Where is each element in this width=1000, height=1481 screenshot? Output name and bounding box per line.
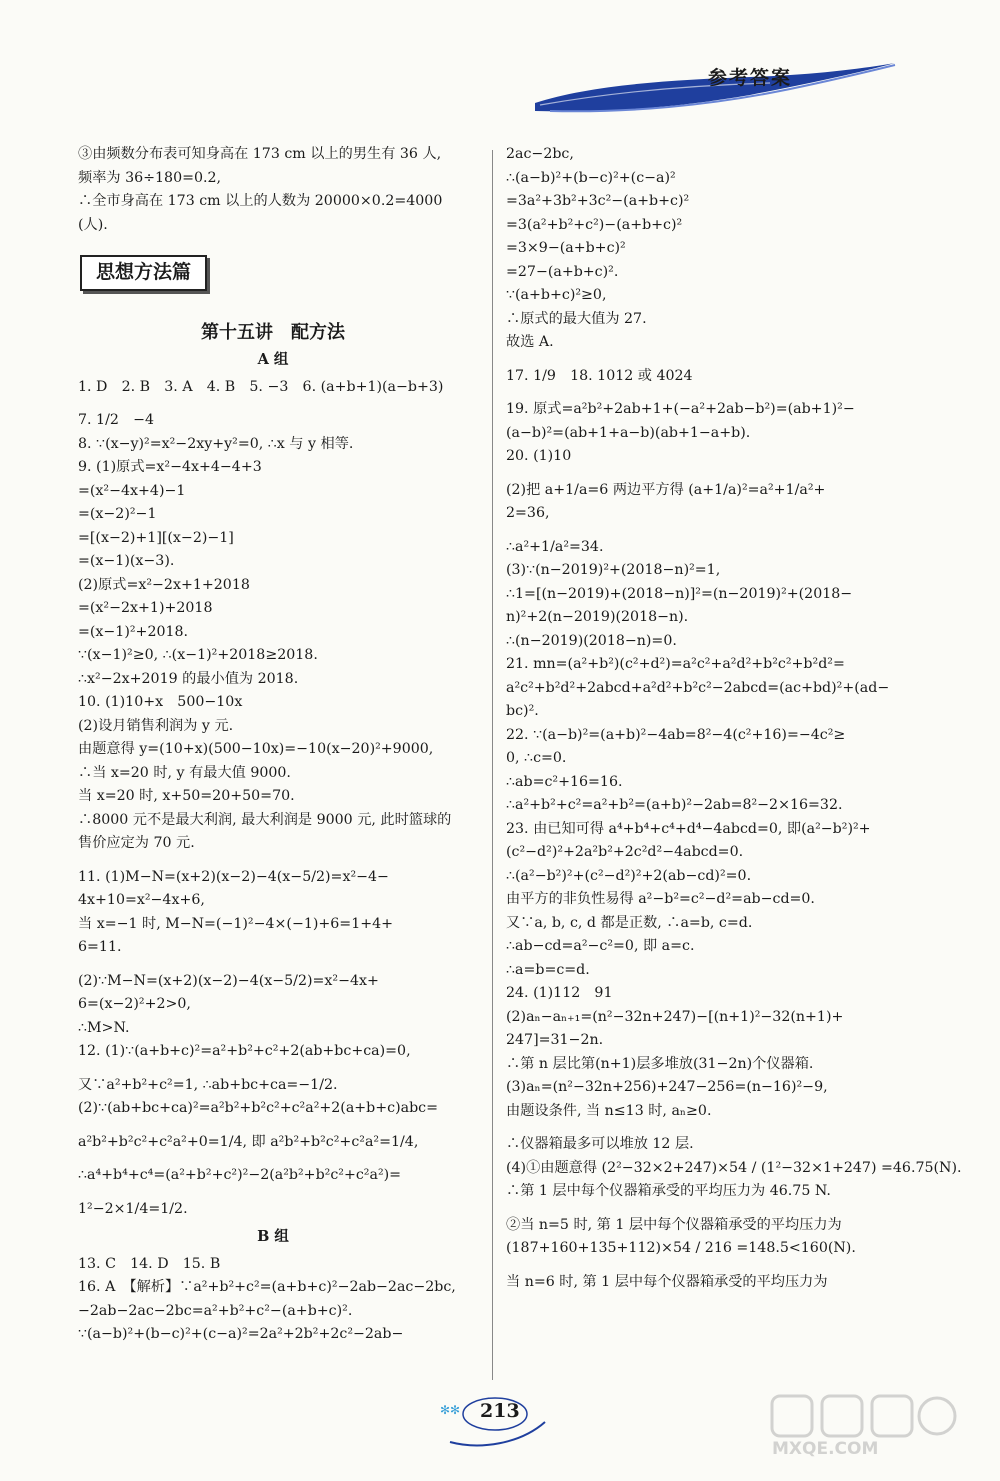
text-line: =3a²+3b²+3c²−(a+b+c)²	[506, 193, 690, 209]
text-line: =(x−1)(x−3).	[78, 553, 175, 569]
text-line: 又∵a, b, c, d 都是正数, ∴a=b, c=d.	[506, 914, 753, 931]
text-line: ②当 n=5 时, 第 1 层中每个仪器箱承受的平均压力为	[506, 1216, 842, 1233]
text-line: 1²−2×1/4=1/2.	[78, 1200, 188, 1217]
text-line: (3)∵(n−2019)²+(2018−n)²=1,	[506, 562, 721, 578]
text-line: 23. 由已知可得 a⁴+b⁴+c⁴+d⁴−4abcd=0, 即(a²−b²)²+	[506, 820, 871, 837]
text-line: (c²−d²)²+2a²b²+2c²d²−4abcd=0.	[506, 844, 744, 860]
text-line: 由平方的非负性易得 a²−b²=c²−d²=ab−cd=0.	[506, 891, 815, 907]
text-line: 当 x=−1 时, M−N=(−1)²−4×(−1)+6=1+4+	[78, 915, 394, 932]
text-line: 19. 原式=a²b²+2ab+1+(−a²+2ab−b²)=(ab+1)²−	[506, 401, 855, 417]
text-line: a²b²+b²c²+c²a²+0=1/4, 即 a²b²+b²c²+c²a²=1/4,	[78, 1133, 419, 1150]
header-title: 参考答案	[708, 67, 793, 89]
text-line: (人).	[78, 216, 108, 233]
text-line: =27−(a+b+c)².	[506, 263, 619, 280]
text-line: 4x+10=x²−4x+6,	[78, 892, 205, 908]
text-line: 当 x=20 时, x+50=20+50=70.	[78, 788, 295, 804]
text-line: ∴(n−2019)(2018−n)=0.	[506, 632, 677, 649]
watermark-icon	[762, 1391, 962, 1441]
page-header	[530, 55, 900, 125]
text-line: 8. ∵(x−y)²=x²−2xy+y²=0, ∴x 与 y 相等.	[78, 435, 354, 452]
text-line: =(x−1)²+2018.	[78, 623, 189, 640]
text-line: 2ac−2bc,	[506, 146, 574, 162]
group-b-heading: B 组	[257, 1228, 289, 1245]
text-line: (2)设月销售利润为 y 元.	[78, 717, 234, 734]
text-line: n)²+2(n−2019)(2018−n).	[506, 609, 689, 625]
text-line: ∴a²+1/a²=34.	[506, 538, 604, 555]
answers-a-block	[78, 376, 468, 1222]
text-line: ∴原式的最大值为 27.	[506, 310, 647, 327]
svg-text:✻✻: ✻✻	[440, 1403, 461, 1417]
text-line: ∴a²+b²+c²=a²+b²=(a+b)²−2ab=8²−2×16=32.	[506, 797, 843, 813]
watermark-logo	[762, 1391, 962, 1471]
text-line: =(x−2)²−1	[78, 506, 157, 522]
text-line: =(x²−4x+4)−1	[78, 482, 186, 499]
text-line: ∴(a²−b²)²+(c²−d²)²+2(ab−cd)²=0.	[506, 867, 752, 884]
text-line: ∵(a+b+c)²≥0,	[506, 287, 607, 303]
text-line: (2)把 a+1/a=6 两边平方得 (a+1/a)²=a²+1/a²+	[506, 481, 826, 498]
column-divider	[492, 150, 493, 1380]
text-line: 频率为 36÷180=0.2,	[78, 169, 222, 186]
text-line: a²c²+b²d²+2abcd+a²d²+b²c²−2abcd=(ac+bd)²+(ad−	[506, 679, 890, 696]
text-line: (4)①由题意得 (2²−32×2+247)×54 / (1²−32×1+247) =46.75(N).	[506, 1159, 962, 1176]
page-number: 213	[480, 1400, 520, 1422]
text-line: ∴第 1 层中每个仪器箱承受的平均压力为 46.75 N.	[506, 1183, 831, 1199]
text-line: ∴(a−b)²+(b−c)²+(c−a)²	[506, 169, 676, 186]
text-line: =3×9−(a+b+c)²	[506, 240, 626, 256]
text-line: ③由频数分布表可知身高在 173 cm 以上的男生有 36 人,	[78, 146, 442, 162]
text-line: 20. (1)10	[506, 448, 572, 464]
left-intro-block	[78, 143, 468, 237]
text-line: 22. ∵(a−b)²=(a+b)²−4ab=8²−4(c²+16)=−4c²≥	[506, 726, 846, 743]
text-line: 12. (1)∵(a+b+c)²=a²+b²+c²+2(ab+bc+ca)=0,	[78, 1043, 411, 1059]
text-line: ∴1=[(n−2019)+(2018−n)]²=(n−2019)²+(2018−	[506, 585, 853, 602]
text-line: ∴全市身高在 173 cm 以上的人数为 20000×0.2=4000	[78, 193, 443, 209]
text-line: 0, ∴c=0.	[506, 750, 567, 766]
left-column	[78, 143, 468, 1347]
text-line: 9. (1)原式=x²−4x+4−4+3	[78, 459, 262, 475]
answers-b-block	[78, 1253, 468, 1347]
text-line: (2)∵M−N=(x+2)(x−2)−4(x−5/2)=x²−4x+	[78, 972, 379, 989]
text-line: 21. mn=(a²+b²)(c²+d²)=a²c²+a²d²+b²c²+b²d²=	[506, 656, 845, 672]
text-line: (a−b)²=(ab+1+a−b)(ab+1−a+b).	[506, 424, 751, 441]
text-line: 又∵a²+b²+c²=1, ∴ab+bc+ca=−1/2.	[78, 1076, 338, 1093]
text-line: 6=11.	[78, 939, 122, 955]
group-a-heading: A 组	[257, 351, 289, 368]
text-line: 2=36,	[506, 505, 550, 521]
right-column	[506, 143, 962, 1294]
text-line: ∴M>N.	[78, 1019, 130, 1036]
section-title: 思想方法篇	[80, 255, 207, 291]
text-line: 247]=31−2n.	[506, 1032, 604, 1048]
lecture-title: 第十五讲 配方法	[201, 321, 345, 343]
text-line: ∵(x−1)²≥0, ∴(x−1)²+2018≥2018.	[78, 647, 318, 663]
text-line: 7. 1/2 −4	[78, 412, 154, 428]
text-line: ∴ab−cd=a²−c²=0, 即 a=c.	[506, 938, 695, 954]
watermark-text: MXQE.COM	[772, 1439, 879, 1459]
text-line: ∵(a−b)²+(b−c)²+(c−a)²=2a²+2b²+2c²−2ab−	[78, 1326, 404, 1342]
text-line: ∴当 x=20 时, y 有最大值 9000.	[78, 764, 291, 781]
text-line: 16. A 【解析】∵a²+b²+c²=(a+b+c)²−2ab−2ac−2bc,	[78, 1279, 456, 1295]
text-line: 17. 1/9 18. 1012 或 4024	[506, 367, 693, 384]
text-line: (3)aₙ=(n²−32n+256)+247−256=(n−16)²−9,	[506, 1079, 828, 1095]
text-line: 由题设条件, 当 n≤13 时, aₙ≥0.	[506, 1102, 712, 1119]
text-line: 13. C 14. D 15. B	[78, 1255, 221, 1272]
text-line: (187+160+135+112)×54 / 216 =148.5<160(N).	[506, 1240, 856, 1256]
text-line: 由题意得 y=(10+x)(500−10x)=−10(x−20)²+9000,	[78, 741, 434, 757]
text-line: ∴8000 元不是最大利润, 最大利润是 9000 元, 此时篮球的	[78, 811, 452, 828]
text-line: (2)∵(ab+bc+ca)²=a²b²+b²c²+c²a²+2(a+b+c)abc=	[78, 1100, 439, 1116]
text-line: ∴a=b=c=d.	[506, 961, 590, 978]
text-line: 11. (1)M−N=(x+2)(x−2)−4(x−5/2)=x²−4−	[78, 868, 389, 885]
text-line: ∴x²−2x+2019 的最小值为 2018.	[78, 670, 299, 687]
text-line: 10. (1)10+x 500−10x	[78, 694, 243, 710]
text-line: 售价应定为 70 元.	[78, 835, 195, 851]
text-line: 当 n=6 时, 第 1 层中每个仪器箱承受的平均压力为	[506, 1273, 828, 1290]
page-footer	[430, 1392, 560, 1452]
text-line: 6=(x−2)²+2>0,	[78, 996, 191, 1012]
text-line: ∴仪器箱最多可以堆放 12 层.	[506, 1136, 694, 1152]
text-line: (2)aₙ−aₙ₊₁=(n²−32n+247)−[(n+1)²−32(n+1)+	[506, 1008, 844, 1025]
text-line: =[(x−2)+1][(x−2)−1]	[78, 529, 234, 546]
text-line: ∴ab=c²+16=16.	[506, 773, 623, 790]
text-line: −2ab−2ac−2bc=a²+b²+c²−(a+b+c)².	[78, 1302, 353, 1319]
text-line: ∴第 n 层比第(n+1)层多堆放(31−2n)个仪器箱.	[506, 1055, 814, 1072]
text-line: 24. (1)112 91	[506, 985, 613, 1001]
text-line: 1. D 2. B 3. A 4. B 5. −3 6. (a+b+1)(a−b+3)	[78, 378, 444, 395]
text-line: (2)原式=x²−2x+1+2018	[78, 576, 250, 593]
text-line: 故选 A.	[506, 334, 554, 350]
text-line: ∴a⁴+b⁴+c⁴=(a²+b²+c²)²−2(a²b²+b²c²+c²a²)=	[78, 1167, 402, 1183]
text-line: =(x²−2x+1)+2018	[78, 600, 213, 616]
text-line: bc)².	[506, 703, 539, 719]
text-line: =3(a²+b²+c²)−(a+b+c)²	[506, 216, 683, 233]
